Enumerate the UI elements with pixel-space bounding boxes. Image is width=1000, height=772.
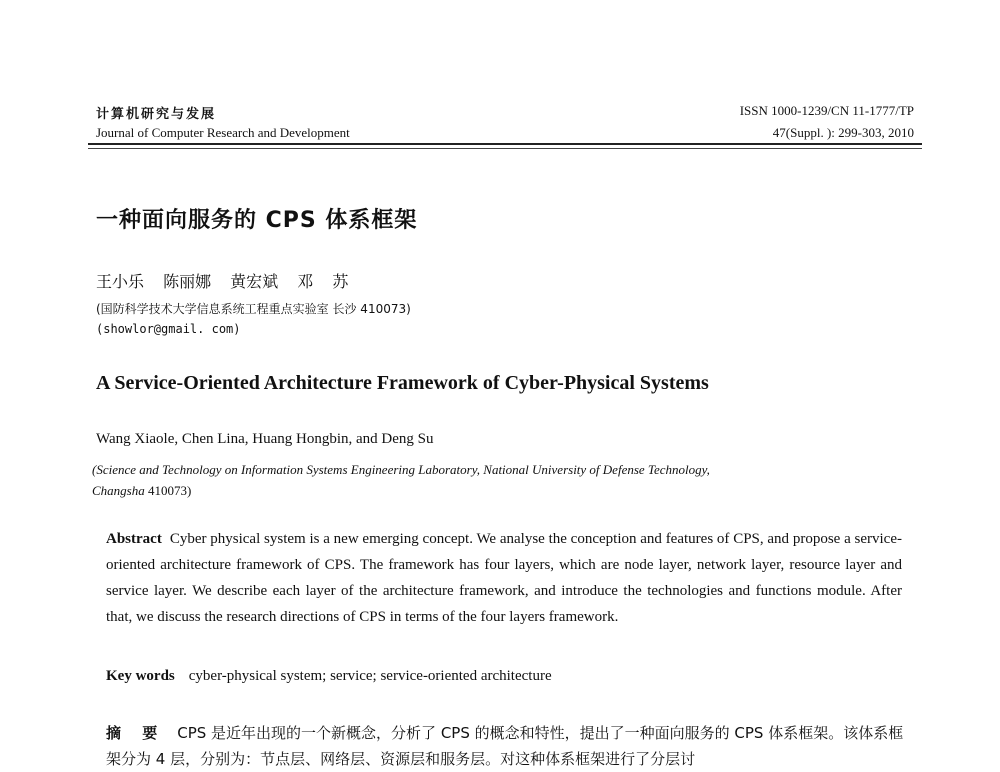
- issn-info: ISSN 1000-1239/CN 11-1777/TP: [739, 103, 914, 118]
- abstract-label: Abstract: [106, 531, 162, 547]
- keywords-en: [106, 668, 552, 685]
- keywords-label: Key words: [106, 668, 175, 684]
- keywords-text: cyber-physical system; service; service-oriented architecture: [188, 668, 552, 684]
- abstract-text: Cyber physical system is a new emerging concept. We analyse the conception and features of CPS, and propose a service-oriented architecture framework of CPS. The framework has four layers, which are node layer, network layer, resource layer and service layer. We describe each layer of the architecture framework, and introduce the technologies and functions module. After that, we discuss the research directions of CPS in terms of the four layers framework.: [106, 531, 902, 625]
- abstract-cn-label: 摘 要: [106, 724, 166, 742]
- abstract-en: [106, 526, 902, 630]
- journal-name-en: Journal of Computer Research and Development: [96, 125, 350, 140]
- header-rule-thick: [88, 143, 922, 145]
- authors-en: Wang Xiaole, Chen Lina, Huang Hongbin, and Deng Su: [96, 431, 434, 447]
- abstract-cn: [106, 720, 912, 772]
- journal-name-cn: 计算机研究与发展: [96, 107, 217, 122]
- paper-title-en: A Service-Oriented Architecture Framework of Cyber-Physical Systems: [96, 372, 709, 394]
- author-email: (showlor@gmail. com): [96, 322, 241, 336]
- affiliation-en-text: (Science and Technology on Information Systems Engineering Laboratory, National University of Defense Technology,: [92, 462, 710, 477]
- authors-cn: 王小乐 陈丽娜 黄宏斌 邓 苏: [96, 272, 349, 291]
- volume-info: 47(Suppl. ): 299-303, 2010: [772, 125, 914, 140]
- affiliation-cn: (国防科学技术大学信息系统工程重点实验室 长沙 410073): [96, 302, 411, 316]
- affiliation-en-city: Changsha: [92, 483, 145, 498]
- header-rule-thin: [88, 148, 922, 149]
- affiliation-en: [92, 459, 922, 501]
- abstract-cn-text: CPS 是近年出现的一个新概念，分析了 CPS 的概念和特性，提出了一种面向服务的 CPS 体系框架。该体系框架分为 4 层，分别为：节点层、网络层、资源层和服务层。对这种体系框架进行了分层讨: [106, 724, 904, 768]
- paper-title-cn: 一种面向服务的 CPS 体系框架: [96, 208, 418, 233]
- affiliation-en-zip: 410073): [147, 483, 192, 498]
